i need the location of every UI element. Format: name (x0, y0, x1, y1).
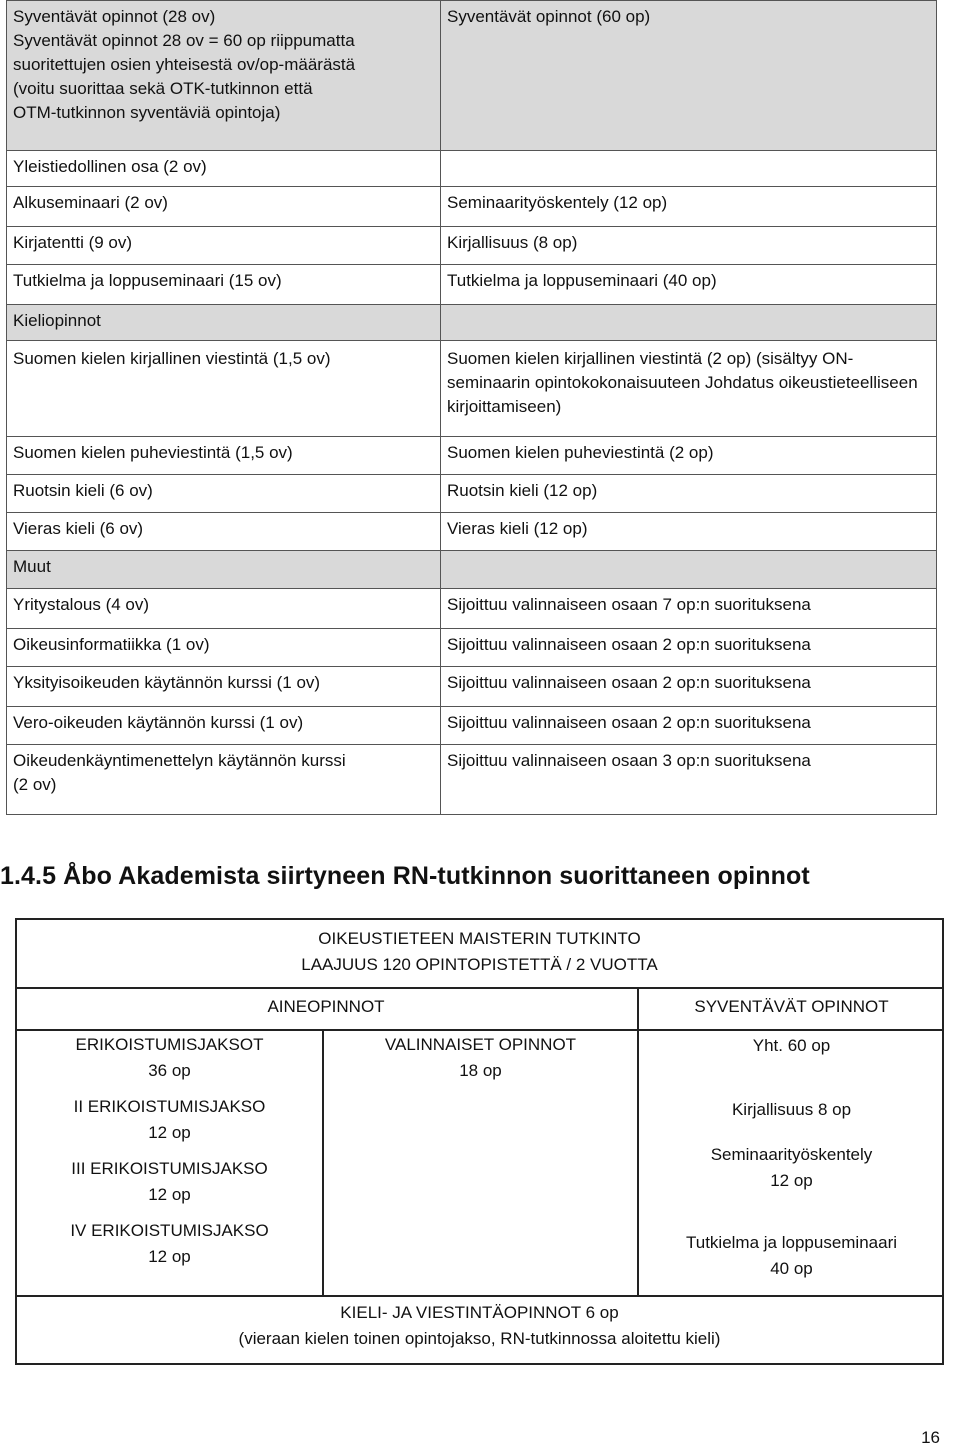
table-cell-right: Ruotsin kieli (12 op) (441, 475, 937, 513)
comparison-table (6, 0, 937, 815)
table-cell-left: Yritystalous (4 ov) (7, 589, 441, 629)
header-left-line: (voitu suorittaa sekä OTK-tutkinnon että (13, 79, 313, 98)
erikoistumisjakso-block (17, 1032, 322, 1084)
table-cell-left: Suomen kielen kirjallinen viestintä (1,5 ov) (7, 341, 441, 437)
header-left-line: suoritettujen osien yhteisestä ov/op-määrästä (13, 55, 356, 74)
table-cell-left: Ruotsin kieli (6 ov) (7, 475, 441, 513)
header-left-cell (7, 1, 441, 151)
syv-seminaari-name: Seminaarityöskentely (710, 1145, 873, 1164)
section-kieliopinnot-right (441, 305, 937, 341)
table-cell-right: Sijoittuu valinnaiseen osaan 3 op:n suorituksena (441, 745, 937, 815)
table-cell-right: Sijoittuu valinnaiseen osaan 2 op:n suorituksena (441, 707, 937, 745)
erikoistumisjakso-block (17, 1218, 322, 1270)
section-kieliopinnot: Kieliopinnot (7, 305, 441, 341)
table-cell-right: Suomen kielen puheviestintä (2 op) (441, 437, 937, 475)
divider-line (15, 1295, 944, 1297)
syventavat-header: SYVENTÄVÄT OPINNOT (694, 997, 889, 1016)
syv-kirjallisuus: Kirjallisuus 8 op (731, 1100, 852, 1119)
diagram-title-line: LAAJUUS 120 OPINTOPISTETTÄ / 2 VUOTTA (301, 955, 658, 974)
erikoistumisjakso-name: ERIKOISTUMISJAKSOT (75, 1035, 264, 1054)
table-cell-right: Sijoittuu valinnaiseen osaan 7 op:n suorituksena (441, 589, 937, 629)
syv-tutkielma-op: 40 op (770, 1259, 813, 1278)
valinnaiset-name: VALINNAISET OPINNOT (384, 1035, 577, 1054)
table-cell-left: Vieras kieli (6 ov) (7, 513, 441, 551)
section-muut-right (441, 551, 937, 589)
page-number: 16 (921, 1428, 940, 1447)
syv-seminaari-op: 12 op (770, 1171, 813, 1190)
kieli-line: (vieraan kielen toinen opintojakso, RN-tutkinnossa aloitettu kieli) (238, 1329, 721, 1348)
table-cell-left: Oikeudenkäyntimenettelyn käytännön kurssi (2 ov) (7, 745, 441, 815)
divider-line (15, 987, 944, 989)
table-cell-right: Sijoittuu valinnaiseen osaan 2 op:n suorituksena (441, 667, 937, 707)
section-heading: 1.4.5 Åbo Akademista siirtyneen RN-tutkinnon suorittaneen opinnot (0, 862, 810, 890)
table-cell-right: Vieras kieli (12 op) (441, 513, 937, 551)
erikoistumisjakso-op: 12 op (148, 1185, 191, 1204)
erikoistumisjakso-op: 36 op (148, 1061, 191, 1080)
syv-yht: Yht. 60 op (752, 1036, 831, 1055)
syv-seminaari (639, 1142, 944, 1194)
header-left-line: Syventävät opinnot (28 ov) (13, 7, 216, 26)
table-cell-left: Yksityisoikeuden käytännön kurssi (1 ov) (7, 667, 441, 707)
diagram-title (15, 926, 944, 978)
diagram-title-line: OIKEUSTIETEEN MAISTERIN TUTKINTO (318, 929, 641, 948)
table-cell-left: Oikeusinformatiikka (1 ov) (7, 629, 441, 667)
erikoistumisjakso-name: II ERIKOISTUMISJAKSO (73, 1097, 266, 1116)
table-cell-left: Yleistiedollinen osa (2 ov) (7, 151, 441, 187)
erikoistumisjakso-op: 12 op (148, 1247, 191, 1266)
table-cell-right: Tutkielma ja loppuseminaari (40 op) (441, 265, 937, 305)
header-right-cell: Syventävät opinnot (60 op) (441, 1, 937, 151)
table-cell-left: Tutkielma ja loppuseminaari (15 ov) (7, 265, 441, 305)
kieli-line: KIELI- JA VIESTINTÄOPINNOT 6 op (340, 1303, 619, 1322)
table-cell-right: Seminaarityöskentely (12 op) (441, 187, 937, 227)
table-cell-left: Suomen kielen puheviestintä (1,5 ov) (7, 437, 441, 475)
syv-tutkielma-name: Tutkielma ja loppuseminaari (685, 1233, 898, 1252)
kieli-block (15, 1300, 944, 1352)
table-cell-right: Sijoittuu valinnaiseen osaan 2 op:n suorituksena (441, 629, 937, 667)
table-cell-right: Kirjallisuus (8 op) (441, 227, 937, 265)
header-left-line: OTM-tutkinnon syventäviä opintoja) (13, 103, 281, 122)
erikoistumisjakso-block (17, 1156, 322, 1208)
table-cell-left: Alkuseminaari (2 ov) (7, 187, 441, 227)
erikoistumisjakso-name: III ERIKOISTUMISJAKSO (71, 1159, 268, 1178)
header-left-line: Syventävät opinnot 28 ov = 60 op riippumatta (13, 31, 355, 50)
erikoistumisjakso-name: IV ERIKOISTUMISJAKSO (70, 1221, 269, 1240)
divider-line (15, 1029, 944, 1031)
section-muut: Muut (7, 551, 441, 589)
erikoistumisjakso-op: 12 op (148, 1123, 191, 1142)
table-cell-left: Kirjatentti (9 ov) (7, 227, 441, 265)
aineopinnot-header: AINEOPINNOT (267, 997, 385, 1016)
table-cell-right (441, 151, 937, 187)
table-cell-left: Vero-oikeuden käytännön kurssi (1 ov) (7, 707, 441, 745)
valinnaiset-block (324, 1032, 637, 1084)
valinnaiset-op: 18 op (459, 1061, 502, 1080)
erikoistumisjakso-block (17, 1094, 322, 1146)
table-cell-right: Suomen kielen kirjallinen viestintä (2 op) (sisältyy ON-seminaarin opintokokonaisuuteen Johdatus oikeustieteelliseen kirjoittamiseen) (441, 341, 937, 437)
syv-tutkielma (639, 1230, 944, 1282)
